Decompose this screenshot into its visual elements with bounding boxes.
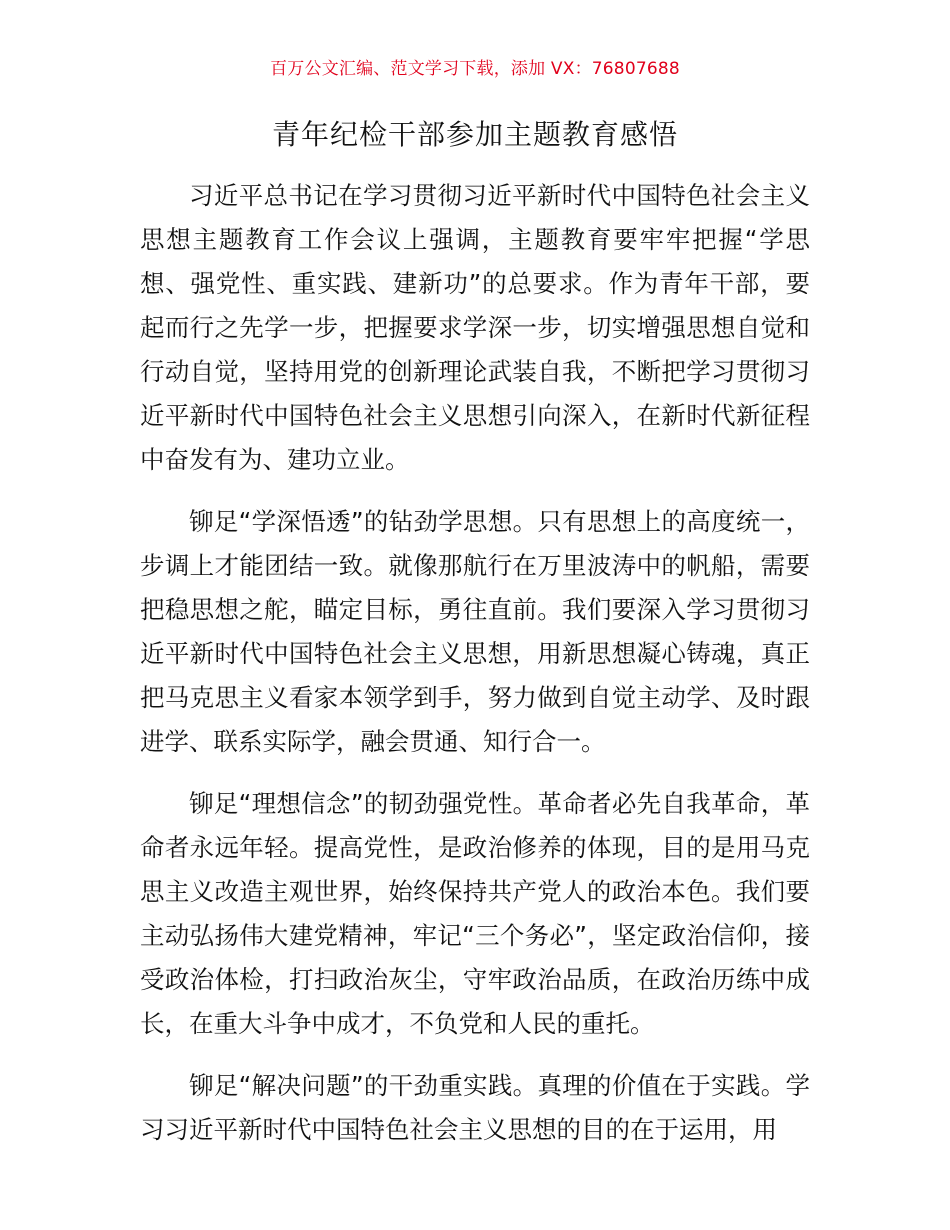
document-body: [140, 174, 810, 1170]
document-title: 青年纪检干部参加主题教育感悟: [271, 118, 678, 151]
paragraph-study-thought: 铆足“学深悟透”的钻劲学思想。只有思想上的高度统一，步调上才能团结一致。就像那航行在万里波涛中的帆船，需要把稳思想之舵，瞄定目标，勇往直前。我们要深入学习贯彻习近平新时代中国特色社会主义思想，用新思想凝心铸魂，真正把马克思主义看家本领学到手，努力做到自觉主动学、及时跟进学、联系实际学，融会贯通、知行合一。: [140, 507, 810, 756]
paragraph-party-spirit: 铆足“理想信念”的韧劲强党性。革命者必先自我革命，革命者永远年轻。提高党性，是政治修养的体现，目的是用马克思主义改造主观世界，始终保持共产党人的政治本色。我们要主动弘扬伟大建党精神，牢记“三个务必”，坚定政治信仰，接受政治体检，打扫政治灰尘，守牢政治品质，在政治历练中成长，在重大斗争中成才，不负党和人民的重托。: [140, 789, 810, 1038]
paragraph-intro: 习近平总书记在学习贯彻习近平新时代中国特色社会主义思想主题教育工作会议上强调，主题教育要牢牢把握“学思想、强党性、重实践、建新功”的总要求。作为青年干部，要起而行之先学一步，把握要求学深一步，切实增强思想自觉和行动自觉，坚持用党的创新理论武装自我，不断把学习贯彻习近平新时代中国特色社会主义思想引向深入，在新时代新征程中奋发有为、建功立业。: [140, 181, 810, 474]
paragraph-practice: 铆足“解决问题”的干劲重实践。真理的价值在于实践。学习习近平新时代中国特色社会主义思想的目的在于运用，用: [140, 1071, 810, 1144]
header-watermark-note: 百万公文汇编、范文学习下载，添加 VX：76807688: [270, 59, 680, 79]
